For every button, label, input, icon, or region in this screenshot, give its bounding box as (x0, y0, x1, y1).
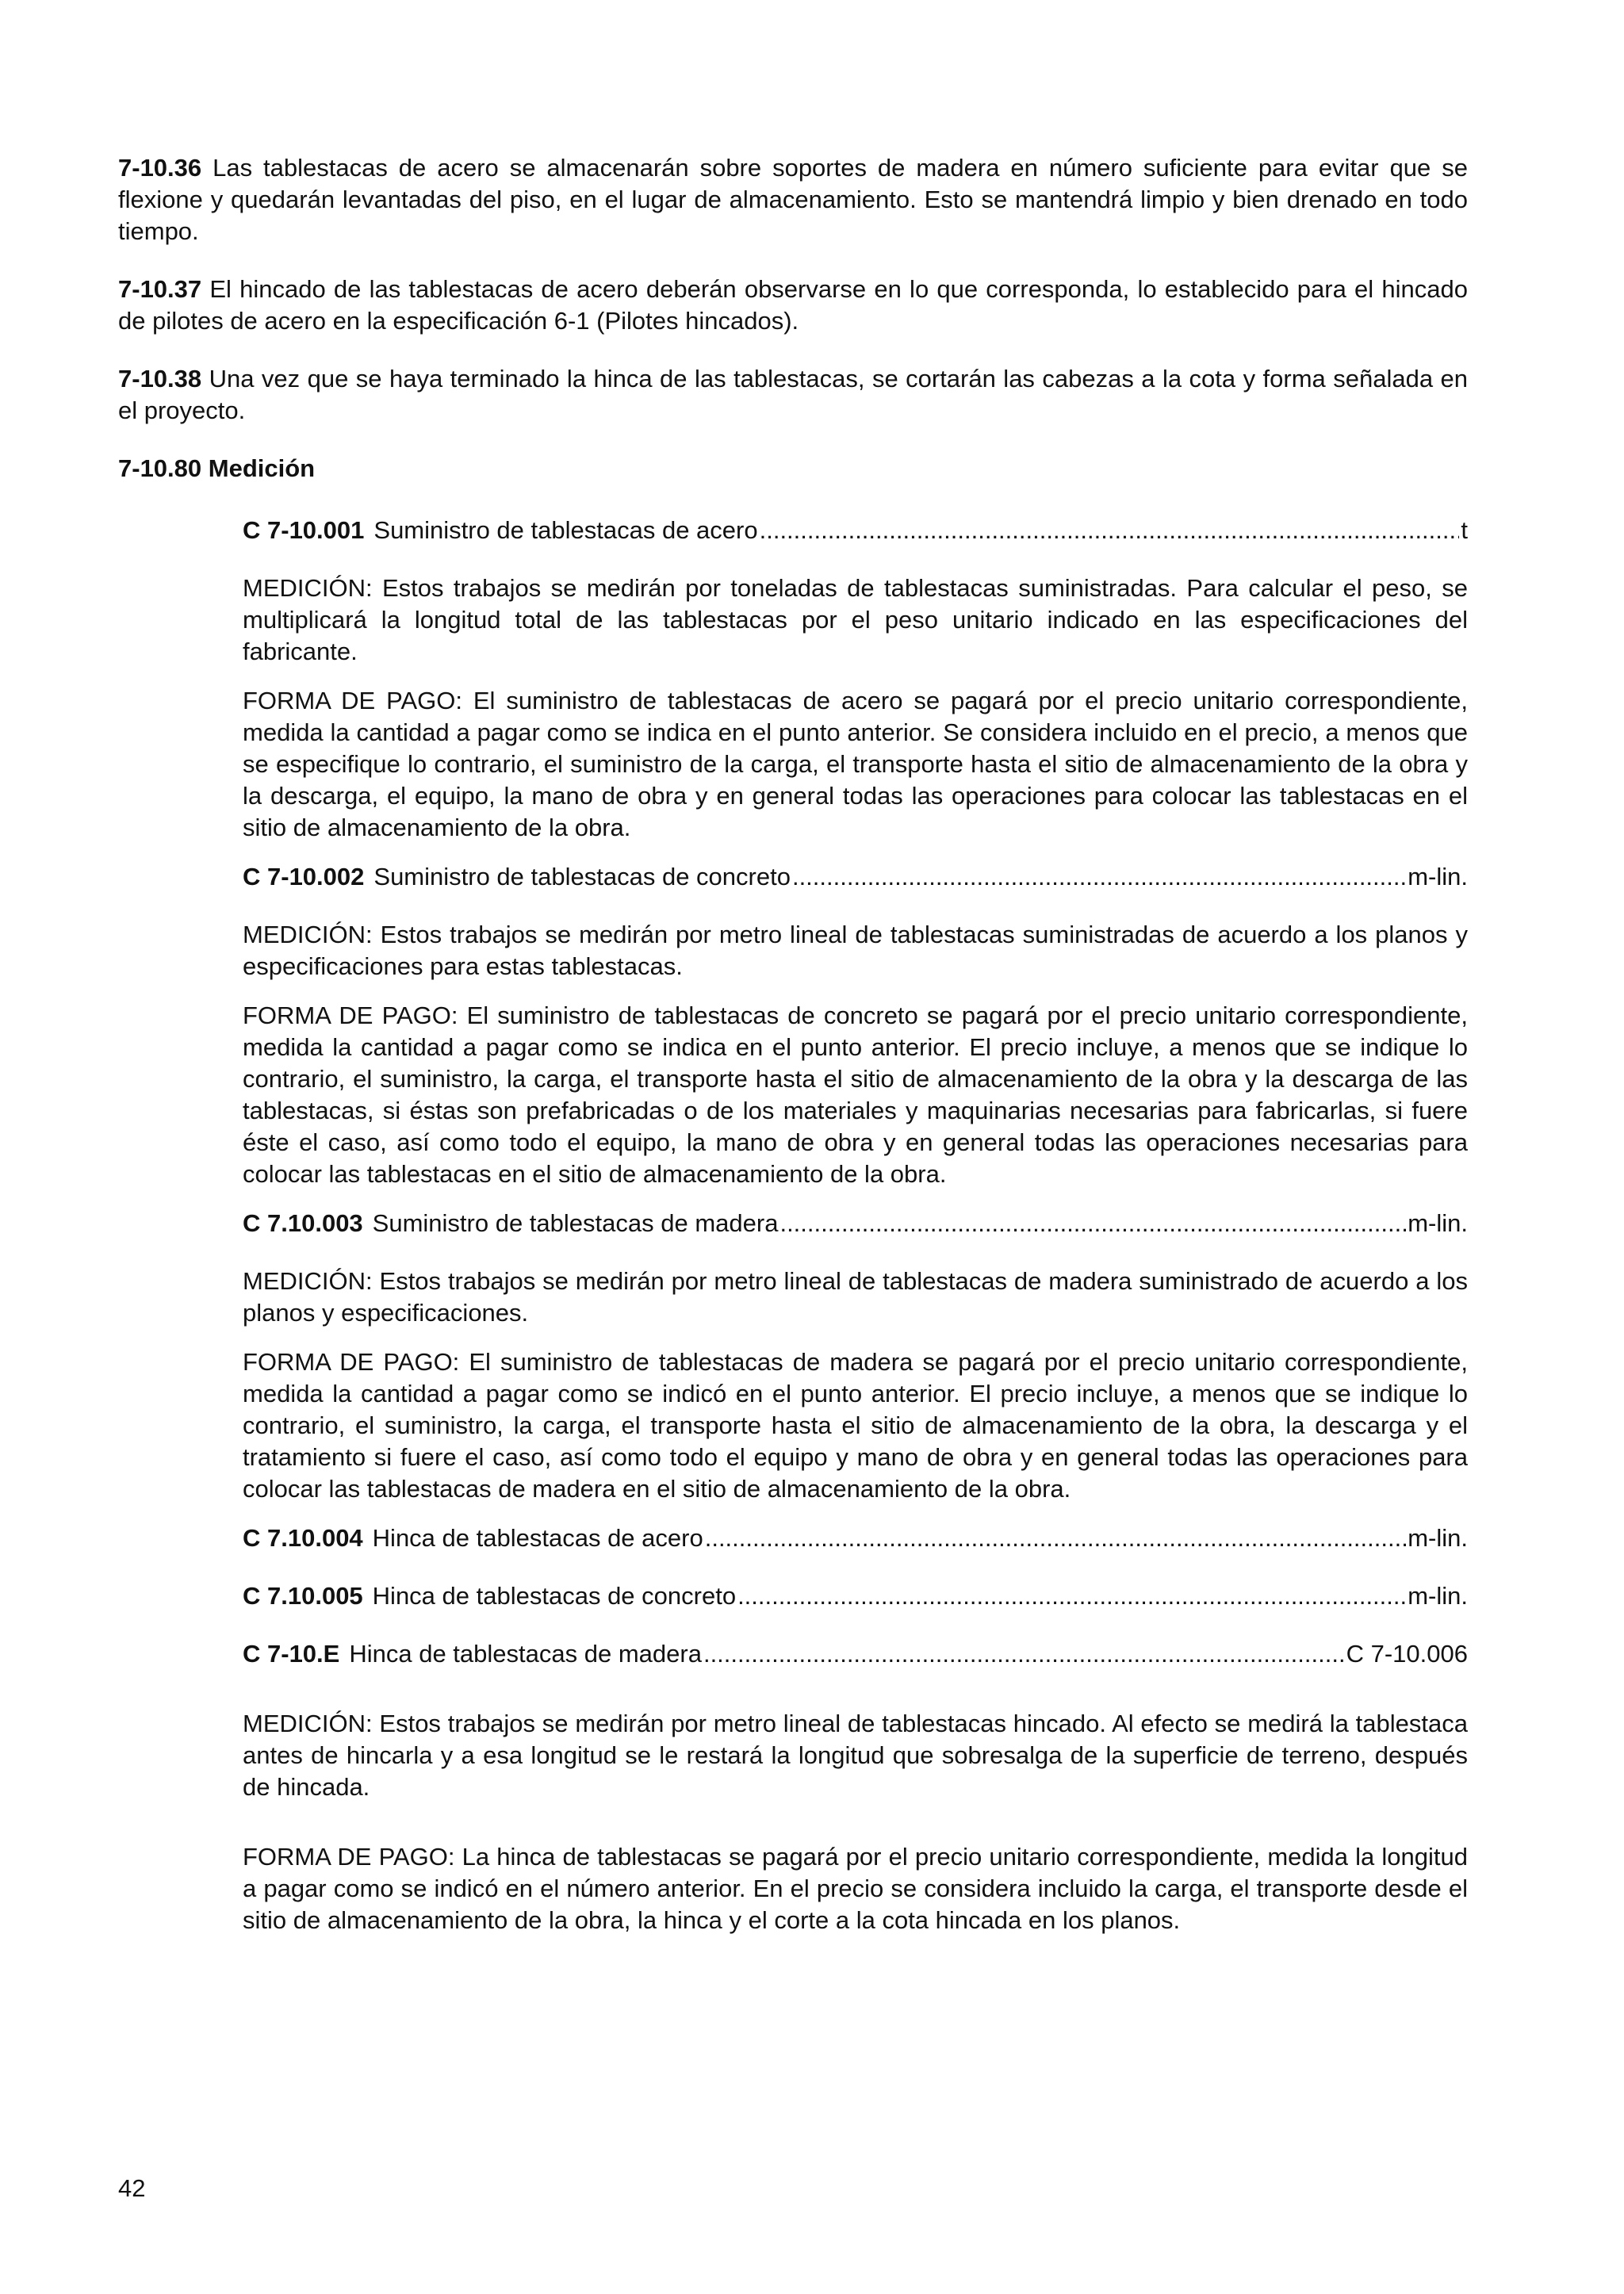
dot-leader (737, 1580, 1406, 1612)
paragraph-number: 7-10.37 (118, 275, 202, 303)
document-page (118, 152, 1468, 1954)
hinca-medicion-text: MEDICIÓN: Estos trabajos se medirán por metro lineal de tablestacas hincado. Al efecto se medirá la tablestaca antes de hincarla y a esa longitud se le restará la longitud que sobresalga de la superficie de terreno, después de hincada. (243, 1710, 1468, 1801)
forma-de-pago-text: FORMA DE PAGO: El suministro de tablestacas de madera se pagará por el precio unitario correspondiente, medida la cantidad a pagar como se indicó en el punto anterior. El precio incluye, a menos que se indique lo contrario, el suministro, la carga, el transporte hasta el sitio de almacenamiento de la obra, la descarga y el tratamiento si fuere el caso, así como todo el equipo y mano de obra y en general todas las operaciones para colocar las tablestacas de madera en el sitio de almacenamiento de la obra. (243, 1348, 1468, 1503)
paragraph-text: Las tablestacas de acero se almacenarán sobre soportes de madera en número suficiente para evitar que se flexione y quedarán levantadas del piso, en el lugar de almacenamiento. Esto se mantendrá limpio y bien drenado en todo tiempo. (118, 154, 1468, 245)
item-title: Hinca de tablestacas de concreto (372, 1582, 737, 1610)
forma-de-pago-text: FORMA DE PAGO: El suministro de tablestacas de acero se pagará por el precio unitario correspondiente, medida la cantidad a pagar como se indica en el punto anterior. Se considera incluido en el precio, a menos que se especifique lo contrario, el suministro de la carga, el transporte hasta el sitio de almacenamiento de la obra y la descarga, el equipo, la mano de obra y en general todas las operaciones para colocar las tablestacas en el sitio de almacenamiento de la obra. (243, 687, 1468, 841)
paragraph-text: El hincado de las tablestacas de acero deberán observarse en lo que corresponda, lo establecido para el hincado de pilotes de acero en la especificación 6-1 (Pilotes hincados). (118, 275, 1468, 335)
hinca-entry (243, 1580, 1468, 1612)
dot-leader (705, 1522, 1407, 1554)
item-code: C 7.10.004 (243, 1524, 363, 1552)
dot-leader (760, 515, 1460, 546)
paragraph-text: Una vez que se haya terminado la hinca de las tablestacas, se cortarán las cabezas a la cota y forma señalada en el proyecto. (118, 365, 1468, 424)
item-code: C 7.10.003 (243, 1209, 363, 1237)
item-entry (243, 1208, 1468, 1239)
dot-leader (779, 1208, 1406, 1239)
item-unit: C 7-10.006 (1346, 1640, 1468, 1668)
paragraph-7-10-37 (118, 274, 1468, 337)
item-title: Suministro de tablestacas de madera (372, 1209, 779, 1237)
item-unit: m-lin. (1408, 1209, 1468, 1237)
hinca-forma-de-pago-text: FORMA DE PAGO: La hinca de tablestacas se pagará por el precio unitario correspondiente, medida la longitud a pagar como se indicó en el número anterior. En el precio se considera incluido la carga, el transporte desde el sitio de almacenamiento de la obra, la hinca y el corte a la cota hincada en los planos. (243, 1843, 1468, 1934)
item-title: Suministro de tablestacas de acero (373, 516, 758, 544)
item-unit: m-lin. (1408, 863, 1468, 890)
section-heading-medicion: 7-10.80 Medición (118, 454, 316, 482)
item-code: C 7.10.005 (243, 1582, 363, 1610)
medicion-text: MEDICIÓN: Estos trabajos se medirán por metro lineal de tablestacas suministradas de acuerdo a los planos y especificaciones para estas tablestacas. (243, 921, 1468, 980)
item-code: C 7-10.001 (243, 516, 365, 544)
measurement-section (243, 515, 1468, 1936)
paragraph-number: 7-10.38 (118, 365, 202, 393)
item-title: Hinca de tablestacas de madera (349, 1640, 702, 1668)
dot-leader (703, 1638, 1345, 1670)
hinca-entry (243, 1638, 1468, 1670)
item-unit: t (1461, 516, 1468, 544)
dot-leader (792, 861, 1406, 893)
item-unit: m-lin. (1408, 1582, 1468, 1610)
forma-de-pago-text: FORMA DE PAGO: El suministro de tablestacas de concreto se pagará por el precio unitario correspondiente, medida la cantidad a pagar como se indica en el punto anterior. El precio incluye, a menos que se indique lo contrario, el suministro, la carga, el transporte hasta el sitio de almacenamiento de la obra y la descarga de las tablestacas, si éstas son prefabricadas o de los materiales y maquinarias necesarias para fabricarlas, si fuere éste el caso, así como todo el equipo, la mano de obra y en general todas las operaciones necesarias para colocar las tablestacas en el sitio de almacenamiento de la obra. (243, 1001, 1468, 1188)
item-code: C 7-10.002 (243, 863, 365, 890)
item-entry (243, 861, 1468, 893)
item-title: Suministro de tablestacas de concreto (373, 863, 791, 890)
paragraph-number: 7-10.36 (118, 154, 202, 182)
hinca-entry (243, 1522, 1468, 1554)
page-number: 42 (118, 2174, 146, 2202)
medicion-text: MEDICIÓN: Estos trabajos se medirán por toneladas de tablestacas suministradas. Para calcular el peso, se multiplicará la longitud total de las tablestacas por el peso unitario indicado en las especificaciones del fabricante. (243, 574, 1468, 665)
paragraph-7-10-36 (118, 152, 1468, 247)
item-unit: m-lin. (1408, 1524, 1468, 1552)
paragraph-7-10-38 (118, 363, 1468, 427)
item-code: C 7-10.E (243, 1640, 340, 1668)
medicion-text: MEDICIÓN: Estos trabajos se medirán por metro lineal de tablestacas de madera suministrado de acuerdo a los planos y especificaciones. (243, 1267, 1468, 1327)
item-title: Hinca de tablestacas de acero (372, 1524, 703, 1552)
item-entry (243, 515, 1468, 546)
